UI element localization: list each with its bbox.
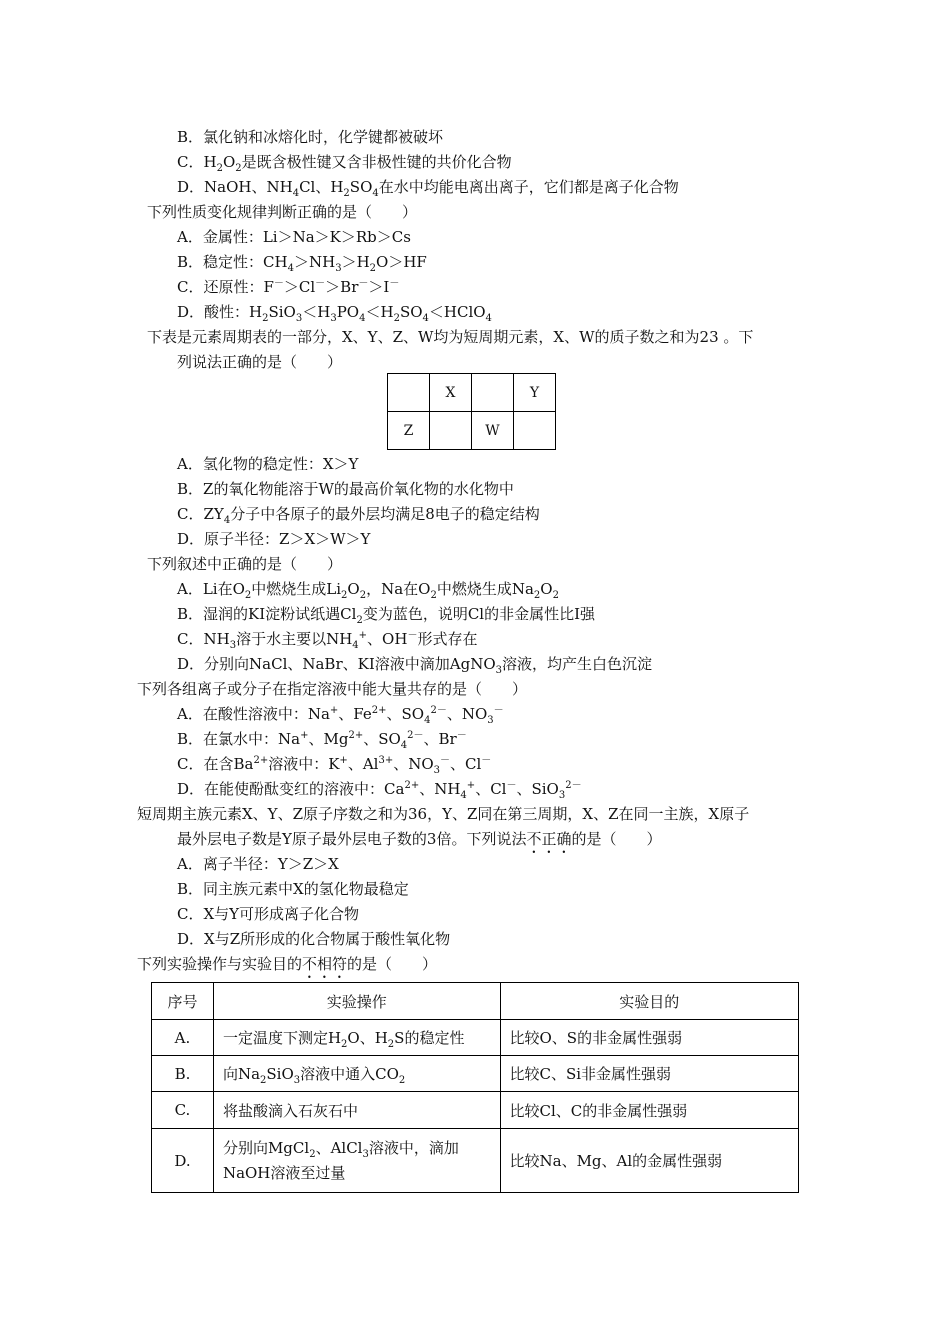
q5-option-c: C．X与Y可形成离子化合物 — [177, 905, 360, 923]
q4-option-d: D．在能使酚酞变红的溶液中：$Ca^{2+}$、$NH_4^+$、Cl－、SiO$_3^{2-}$ — [177, 780, 582, 801]
operation-cell: 向$Na_2SiO_3$溶液中通入$CO_2$ — [213, 1056, 500, 1092]
q4-option-b: B．在氯水中：Na+、$Mg^{2+}$、$SO_4^{2-}$、Br－ — [177, 730, 467, 751]
emphasis-text: 不相符 — [302, 955, 348, 973]
table-cell: W — [472, 412, 514, 450]
q3-option-d: D．分别向NaCl、NaBr、KI溶液中滴加AgNO$_3$溶液，均产生白色沉淀 — [177, 655, 653, 676]
header-cell: 实验目的 — [500, 983, 799, 1020]
row-label: C. — [152, 1092, 214, 1129]
operation-cell: 分别向MgCl$_2$、AlCl$_3$溶液中，滴加 NaOH溶液至过量 — [213, 1129, 500, 1193]
operation-cell: 将盐酸滴入石灰石中 — [213, 1092, 500, 1129]
q1-option-b: B．稳定性：$CH_4>NH_3>H_2O>HF$ — [177, 253, 427, 274]
table-cell: Z — [388, 412, 430, 450]
goal-cell: 比较Na、Mg、Al的金属性强弱 — [500, 1129, 799, 1193]
q0-option-b: B．氯化钠和冰熔化时，化学键都被破坏 — [177, 128, 444, 146]
q4-stem: 下列各组离子或分子在指定溶液中能大量共存的是（ ） — [137, 680, 528, 698]
q2-stem: 下表是元素周期表的一部分，X、Y、Z、W均为短周期元素，X、W的质子数之和为23 。下 — [147, 328, 754, 346]
table-row — [152, 1020, 799, 1056]
q6-stem: 下列实验操作与实验目的不相符的是（ ） — [137, 955, 438, 973]
goal-cell: 比较O、S的非金属性强弱 — [500, 1020, 799, 1056]
q1-option-d: D．酸性：$H_2SiO_3<H_3PO_4<H_2SO_4<HClO_4$ — [177, 303, 492, 324]
q2-option-b: B．Z的氧化物能溶于W的最高价氧化物的水化物中 — [177, 480, 514, 498]
table-cell — [514, 412, 556, 450]
q5-option-d: D．X与Z所形成的化合物属于酸性氧化物 — [177, 930, 451, 948]
row-label: B. — [152, 1056, 214, 1092]
table-row — [388, 374, 556, 412]
q2-option-d: D．原子半径：Z＞X＞W＞Y — [177, 530, 371, 548]
table-cell: Y — [514, 374, 556, 412]
q3-option-a: A．Li在$O_2$中燃烧生成$Li_2O_2$，Na在$O_2$中燃烧生成$Na_2O_2$ — [177, 580, 559, 601]
goal-cell: 比较Cl、C的非金属性强弱 — [500, 1092, 799, 1129]
q3-stem: 下列叙述中正确的是（ ） — [147, 555, 343, 573]
q5-stem: 短周期主族元素X、Y、Z原子序数之和为36，Y、Z同在第三周期，X、Z在同一主族，X原子 — [137, 805, 750, 823]
row-label: D. — [152, 1129, 214, 1193]
row-label: A. — [152, 1020, 214, 1056]
q2-stem-cont: 列说法正确的是（ ） — [177, 353, 343, 371]
operation-cell: 一定温度下测定$H_2O$、$H_2S$的稳定性 — [213, 1020, 500, 1056]
experiment-table — [151, 982, 799, 1193]
q1-option-a: A．金属性：Li＞Na＞K＞Rb＞Cs — [177, 228, 411, 246]
header-cell: 实验操作 — [213, 983, 500, 1020]
q0-option-d: D．NaOH、$NH_4Cl$、$H_2SO_4$在水中均能电离出离子，它们都是离子化合物 — [177, 178, 679, 199]
q0-option-c: C．$H_2O_2$是既含极性键又含非极性键的共价化合物 — [177, 153, 512, 174]
table-cell: X — [430, 374, 472, 412]
table-header-row — [152, 983, 799, 1020]
q5-stem-cont: 最外层电子数是Y原子最外层电子数的3倍。下列说法不正确的是（ ） — [177, 830, 662, 848]
q3-option-b: B．湿润的KI淀粉试纸遇$Cl_2$变为蓝色，说明Cl的非金属性比I强 — [177, 605, 596, 626]
table-cell — [472, 374, 514, 412]
table-row — [152, 1056, 799, 1092]
q5-option-b: B．同主族元素中X的氢化物最稳定 — [177, 880, 409, 898]
q1-stem: 下列性质变化规律判断正确的是（ ） — [147, 203, 418, 221]
table-row — [152, 1129, 799, 1193]
table-row — [388, 412, 556, 450]
table-cell — [430, 412, 472, 450]
q2-option-a: A．氢化物的稳定性：X＞Y — [177, 455, 359, 473]
q2-option-c: C．$ZY_4$分子中各原子的最外层均满足8电子的稳定结构 — [177, 505, 540, 526]
q3-option-c: C．$NH_3$溶于水主要以$NH_4^+$、OH－形式存在 — [177, 630, 478, 651]
periodic-table-fragment — [387, 373, 556, 450]
table-cell — [388, 374, 430, 412]
q1-option-c: C．还原性：F－＞Cl－＞Br－＞I－ — [177, 278, 400, 296]
goal-cell: 比较C、Si非金属性强弱 — [500, 1056, 799, 1092]
table-row — [152, 1092, 799, 1129]
emphasis-text: 不正确 — [526, 830, 572, 848]
q4-option-c: C．在含$Ba^{2+}$溶液中：K+、$Al^{3+}$、$NO_3^-$、Cl－ — [177, 755, 492, 776]
q5-option-a: A．离子半径：Y＞Z＞X — [177, 855, 339, 873]
q4-option-a: A．在酸性溶液中：Na+、$Fe^{2+}$、$SO_4^{2-}$、$NO_3^-$ — [177, 705, 504, 726]
header-cell: 序号 — [152, 983, 214, 1020]
